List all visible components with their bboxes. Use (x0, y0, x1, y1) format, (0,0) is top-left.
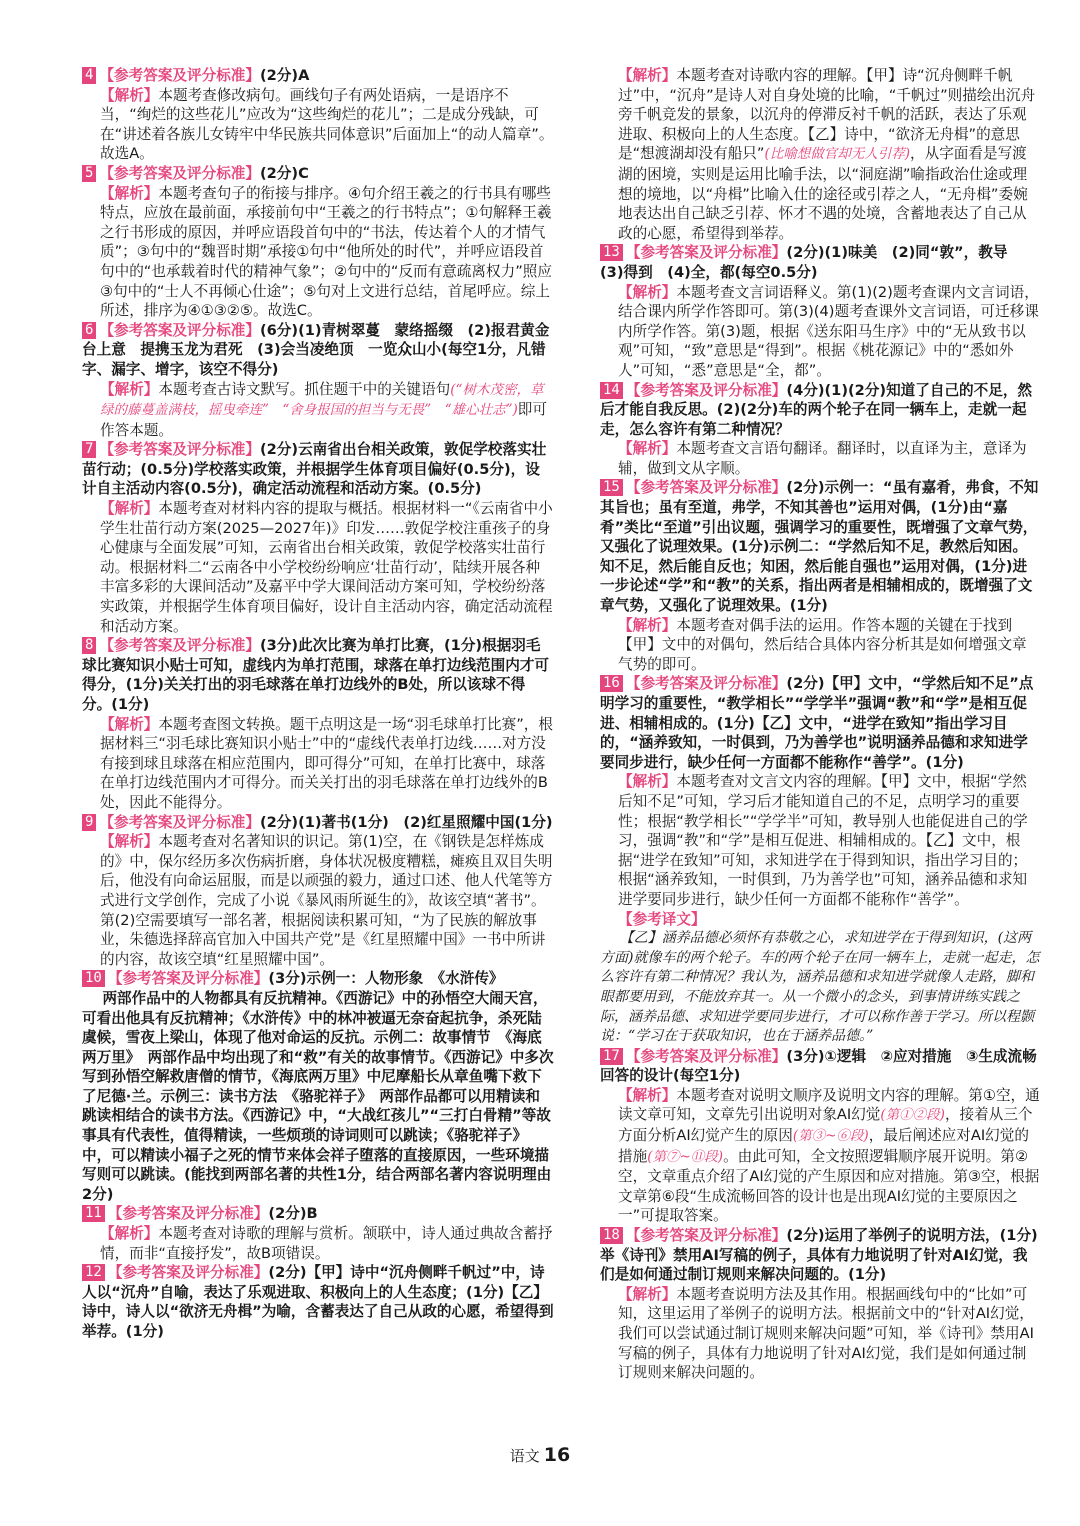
q8-answer: (3分)此次比赛为单打比赛，(1分)根据羽毛球比赛知识小贴士可知，虚线内为单打范围，球落在单打边线范围内才可得分，(1分)关关打出的羽毛球落在单打边线外的B处，所以该球不得分。(1分) (82, 637, 550, 713)
q17-analysis-label: 【解析】 (618, 1086, 677, 1104)
page-footer (0, 1444, 1080, 1466)
q12-analysis-pre: 本题考查对诗歌内容的理解。【甲】诗“沉舟侧畔千帆过”中，“沉舟”是诗人对自身处境的比喻，“千帆过”则描绘出沉舟旁千帆竞发的景象，以沉舟的停滞反衬千帆的活跃，表达了乐观进取、积极向上的人生态度。【乙】诗中，“欲济无舟楫”的意思是“想渡湖却没有船只” (618, 67, 1036, 163)
q18-analysis-label: 【解析】 (618, 1285, 677, 1303)
q15-block (600, 478, 1040, 674)
q7-answer: (2分)云南省出台相关政策，敦促学校落实壮苗行动；(0.5分)学校落实政策，并根据学生体育项目偏好(0.5分)，设计自主活动内容(0.5分)，确定活动流程和活动方案。(0.5分) (82, 441, 547, 498)
q15-answer: (2分)示例一：“虽有嘉肴，弗食，不知其旨也；虽有至道，弗学，不知其善也”运用对偶，(1分)由“嘉肴”类比“至道”引出议题，强调学习的重要性，既增强了文章气势，又强化了说理效果。(1分)示例二：“学然后知不足，教然后知困。知不足，然后能自反也；知困，然后能自强也”运用对偶，(1分)进一步论述“学”和“教”的关系，指出两者是相辅相成的，既增强了文章气势，又强化了说理效果。(1分) (600, 479, 1039, 615)
q15-analysis: 本题考查对偶手法的运用。作答本题的关键在于找到【甲】文中的对偶句，然后结合具体内容分析其是如何增强文章气势的即可。 (618, 616, 1027, 673)
q12-answer-label: 【参考答案及评分标准】 (107, 1264, 269, 1282)
q13-number: 13 (600, 244, 623, 261)
q13-analysis: 本题考查文言词语释义。第(1)(2)题考查课内文言词语，结合课内所学作答即可。第(3)(4)题考查课外文言词语，可迁移课内所学作答。第(3)题，根据《送东阳马生序》中的“无从致书以观”可知，“致”意思是“得到”。根据《桃花源记》中的“悉如外人”可知，“悉”意思是“全，都”。 (618, 283, 1039, 379)
left-column (82, 66, 554, 1342)
q16-number: 16 (600, 675, 623, 692)
q15-answer-label: 【参考答案及评分标准】 (625, 479, 787, 497)
q11-number: 11 (82, 1205, 105, 1222)
q18-number: 18 (600, 1227, 623, 1244)
q17-handwritten-note-1: (第①②段) (880, 1107, 945, 1124)
q9-analysis-label: 【解析】 (100, 833, 159, 851)
right-column (600, 66, 1040, 1383)
q6-answer: (6分)(1)青树翠蔓 蒙络摇缀 (2)报君黄金台上意 提携玉龙为君死 (3)会当凌绝顶 一览众山小(每空1分，凡错字、漏字、增字，该空不得分) (82, 321, 550, 378)
q6-number: 6 (82, 322, 96, 339)
q6-analysis-pre: 本题考查古诗文默写。抓住题干中的关键语句 (158, 380, 451, 398)
page-number: 16 (543, 1444, 571, 1466)
q18-answer-label: 【参考答案及评分标准】 (625, 1227, 787, 1245)
q16-analysis: 本题考查对文言文内容的理解。【甲】文中，根据“学然后知不足”可知，学习后才能知道自己的不足，点明学习的重要性；根据“教学相长”“学学半”可知，教导别人也能促进自己的学习，强调“教”和“学”是相互促进、相辅相成的。【乙】文中，根据“进学在致知”可知，求知进学在于得到知识，指出学习目的；根据“涵养致知，一时俱到，乃为善学也”可知，涵养品德和求知进学要同步进行，缺少任何一方面都不能称作“善学”。 (618, 773, 1028, 908)
q12-analysis-post: ，从字面看是写渡湖的困境，实则是运用比喻手法，以“洞庭湖”喻指政治仕途或理想的境地，以“舟楫”比喻入仕的途径或引荐之人，“无舟楫”委婉地表达出自己缺乏引荐、怀才不遇的处境，含蓄地表达了自己从政的心愿，希望得到举荐。 (618, 145, 1028, 242)
q7-analysis: 本题考查对材料内容的提取与概括。根据材料一“《云南省中小学生壮苗行动方案(2025—2027年)》印发……敦促学校注重孩子的身心健康与全面发展”可知，云南省出台相关政策，敦促学校落实壮苗行动。根据材料二“云南各中小学校纷纷响应‘壮苗行动’，陆续开展各种丰富多彩的大课间活动”及嘉平中学大课间活动方案可知，学校纷纷落实政策，并根据学生体育项目偏好，设计自主活动内容，确定活动流程和活动方案。 (100, 500, 553, 635)
q11-answer: (2分)B (268, 1205, 318, 1223)
q16-answer: (2分)【甲】文中，“学然后知不足”点明学习的重要性，“教学相长”“学学半”强调“教”和“学”是相互促进、相辅相成的。(1分)【乙】文中，“进学在致知”指出学习目的，“涵养致知，一时俱到，乃为善学也”说明涵养品德和求知进学要同步进行，缺少任何一方面都不能称作“善学”。(1分) (600, 675, 1034, 771)
q7-answer-label: 【参考答案及评分标准】 (99, 441, 260, 459)
q11-analysis: 本题考查对诗歌的理解与赏析。颔联中，诗人通过典故含蓄抒情，而非“直接抒发”，故B项错误。 (100, 1225, 553, 1262)
q16-block (600, 674, 1040, 1046)
q10-block (82, 969, 554, 1204)
q17-block (600, 1047, 1040, 1226)
q12-handwritten-note: (比喻想做官却无人引荐) (764, 146, 911, 163)
q4-answer: (2分)A (259, 67, 310, 84)
q9-answer: (2分)(1)著书(1分) (2)红星照耀中国(1分) (259, 813, 553, 831)
q11-analysis-label: 【解析】 (100, 1225, 159, 1243)
q9-analysis: 本题考查对名著知识的识记。第(1)空，在《钢铁是怎样炼成的》中，保尔经历多次伤病折磨，身体状况极度糟糕，瘫痪且双目失明后，他没有向命运屈服，而是以顽强的毅力，通过口述、他人代笔等方式进行文学创作，完成了小说《暴风雨所诞生的》，故该空填“著书”。第(2)空需要填写一部名著，根据阅读积累可知，“为了民族的解放事业，朱德选择辞高官加入中国共产党”是《红星照耀中国》一书中所讲的内容，故该空填“红星照耀中国”。 (100, 833, 553, 968)
q13-answer: (2分)(1)味美 (2)同“敦”，教导 (3)得到 (4)全，都(每空0.5分) (600, 244, 1023, 281)
q5-analysis-label: 【解析】 (100, 184, 159, 202)
q10-answer: (3分)示例一：人物形象 《水浒传》 (268, 970, 504, 988)
q8-answer-label: 【参考答案及评分标准】 (99, 637, 260, 655)
q7-block (82, 440, 554, 636)
q10-number: 10 (82, 970, 105, 987)
q15-analysis-label: 【解析】 (618, 616, 677, 634)
q5-answer-label: 【参考答案及评分标准】 (99, 164, 260, 182)
q8-number: 8 (82, 637, 96, 654)
q9-number: 9 (82, 814, 96, 831)
q17-answer-label: 【参考答案及评分标准】 (625, 1047, 787, 1065)
q16-translation: 【乙】涵养品德必须怀有恭敬之心，求知进学在于得到知识，(这两方面)就像车的两个轮子。车的两个轮子在同一辆车上，走就一起走，怎么容许有第二种情况？我认为，涵养品德和求知进学就像人走路，脚和眼都要用到，不能放弃其一。从一个微小的念头，到事情讲练实践之际，涵养品德、求知进学要同步进行，才可以称作善于学习。所以程颢说：“学习在于获取知识，也在于涵养品德。” (600, 930, 1040, 1045)
q6-answer-label: 【参考答案及评分标准】 (99, 321, 260, 339)
q16-analysis-label: 【解析】 (618, 773, 677, 791)
q8-analysis: 本题考查图文转换。题干点明这是一场“羽毛球单打比赛”，根据材料三“羽毛球比赛知识小贴士”中的“虚线代表单打边线……对方没有接到球且球落在相应范围内，即可得分”可知，在单打比赛中，球落在单打边线范围内才可得分。而关关打出的羽毛球落在单打边线外的B处，因此不能得分。 (100, 715, 553, 811)
q17-answer: (3分)①逻辑 ②应对措施 ③生成流畅回答的设计(每空1分) (600, 1047, 1037, 1085)
q17-analysis-mid2: ，最后阐述应对AI幻觉的措施 (618, 1127, 1029, 1165)
q17-handwritten-note-3: (第⑦~⑪段) (647, 1148, 724, 1165)
q12-block (82, 1263, 554, 1341)
q14-analysis-label: 【解析】 (618, 440, 677, 458)
q4-analysis: 本题考查修改病句。画线句子有两处语病，一是语序不当，“绚烂的这些花儿”应改为“这些绚烂的花儿”；二是成分残缺，可在“讲述着各族儿女铸牢中华民族共同体意识”后面加上“的动人篇章”。故选A。 (100, 86, 554, 163)
q13-answer-label: 【参考答案及评分标准】 (625, 244, 787, 262)
q8-analysis-label: 【解析】 (100, 715, 159, 733)
q14-answer-label: 【参考答案及评分标准】 (625, 381, 787, 399)
q4-answer-label: 【参考答案及评分标准】 (99, 67, 260, 84)
q15-number: 15 (600, 479, 623, 496)
q7-analysis-label: 【解析】 (100, 500, 159, 518)
q12-analysis-block (600, 66, 1040, 243)
q6-block (82, 321, 554, 441)
q17-analysis-pre: 本题考查对说明文顺序及说明文内容的理解。第①空，通读文章可知，文章先引出说明对象AI幻觉 (618, 1086, 1040, 1124)
q9-block (82, 813, 554, 970)
q6-analysis-label: 【解析】 (100, 380, 159, 398)
q8-block (82, 636, 554, 812)
q17-number: 17 (600, 1048, 623, 1065)
q17-handwritten-note-2: (第③~⑥段) (792, 1128, 869, 1145)
q10-answer-label: 【参考答案及评分标准】 (107, 970, 269, 988)
q9-answer-label: 【参考答案及评分标准】 (99, 813, 260, 831)
q11-block (82, 1204, 554, 1263)
q14-answer: (4分)(1)(2分)知道了自己的不足，然后才能自我反思。(2)(2分)车的两个轮子在同一辆车上，走就一起走，怎么容许有第二种情况？ (600, 381, 1033, 438)
q12-analysis-label: 【解析】 (618, 67, 677, 84)
q5-number: 5 (82, 165, 96, 182)
q17-analysis-post: 。由此可知，全文按照逻辑顺序展开说明。第②空，文章重点介绍了AI幻觉的产生原因和应对措施。第③空，根据文章第⑥段“生成流畅回答的设计也是出现AI幻觉的主要原因之一”可提取答案。 (618, 1147, 1040, 1225)
q18-block (600, 1226, 1040, 1383)
q4-block (82, 66, 554, 164)
q14-number: 14 (600, 382, 623, 399)
q10-answer-body: 两部作品中的人物都具有反抗精神。《西游记》中的孙悟空大闹天宫，可看出他具有反抗精神；《水浒传》中的林冲被逼无奈奋起抗争，杀死陆虞候，雪夜上梁山，体现了他对命运的反抗。示例二：故事情节 《海底两万里》 两部作品中均出现了和“救”有关的故事情节。《西游记》中多次写到孙悟空解救唐僧的情节，《海底两万里》中尼摩船长从章鱼嘴下救下了尼德·兰。示例三：读书方法 《骆驼祥子》 两部作品都可以用精读和跳读相结合的读书方法。《西游记》中，“大战红孩儿”“三打白骨精”等故事具有代表性，值得精读，一些烦琐的诗词则可以跳读；《骆驼祥子》中，可以精读小福子之死的情节来体会祥子堕落的直接原因，一些环境描写则可以跳读。(能找到两部名著的共性1分，结合两部名著内容说明理由2分) (82, 989, 554, 1203)
q18-analysis: 本题考查说明方法及其作用。根据画线句中的“比如”可知，这里运用了举例子的说明方法。根据前文中的“针对AI幻觉，我们可以尝试通过制订规则来解决问题”可知，举《诗刊》禁用AI写稿的例子，具体有力地说明了针对AI幻觉，我们是如何通过制订规则来解决问题的。 (618, 1285, 1034, 1382)
q16-answer-label: 【参考答案及评分标准】 (625, 675, 787, 693)
q5-block (82, 164, 554, 321)
q14-block (600, 381, 1040, 479)
q12-number: 12 (82, 1264, 105, 1281)
q5-analysis: 本题考查句子的衔接与排序。④句介绍王羲之的行书具有哪些特点，应放在最前面，承接前句中“王羲之的行书特点”；①句解释王羲之行书形成的原因，并呼应语段首句中的“书法，传达着个人的才情气质”；③句中的“魏晋时期”承接①句中“他所处的时代”，并呼应语段首句中的“也承载着时代的精神气象”；②句中的“反而有意疏离权力”照应③句中的“士人不再倾心仕途”；⑤句对上文进行总结，首尾呼应。综上所述，排序为④①③②⑤。故选C。 (100, 184, 552, 320)
q14-analysis: 本题考查文言语句翻译。翻译时，以直译为主，意译为辅，做到文从字顺。 (618, 440, 1027, 477)
q13-block (600, 243, 1040, 380)
footer-subject: 语文 (509, 1447, 540, 1465)
q7-number: 7 (82, 441, 96, 458)
q12-answer: (2分)【甲】诗中“沉舟侧畔千帆过”中，诗人以“沉舟”自喻，表达了乐观进取、积极向上的人生态度；(1分)【乙】诗中，诗人以“欲济无舟楫”为喻，含蓄表达了自己从政的心愿，希望得到举荐。(1分) (82, 1264, 554, 1340)
q17-analysis-mid1: ，接着从三个方面分析AI幻觉产生的原因 (618, 1106, 1033, 1145)
q4-analysis-label: 【解析】 (100, 86, 159, 104)
q5-answer: (2分)C (259, 164, 309, 182)
q16-translation-label: 【参考译文】 (618, 910, 706, 928)
q4-number: 4 (82, 67, 96, 84)
q13-analysis-label: 【解析】 (618, 283, 677, 301)
q18-answer: (2分)运用了举例子的说明方法，(1分)举《诗刊》禁用AI写稿的例子，具体有力地说明了针对AI幻觉，我们是如何通过制订规则来解决问题的。(1分) (600, 1227, 1038, 1284)
q6-analysis-post: 即可作答本题。 (100, 401, 547, 439)
q11-answer-label: 【参考答案及评分标准】 (107, 1205, 269, 1223)
q6-handwritten-note: (“树木茂密，草绿的藤蔓盖满枝，摇曳牵连” “舍身报国的担当与无畏” “雄心壮志”) (100, 381, 544, 419)
